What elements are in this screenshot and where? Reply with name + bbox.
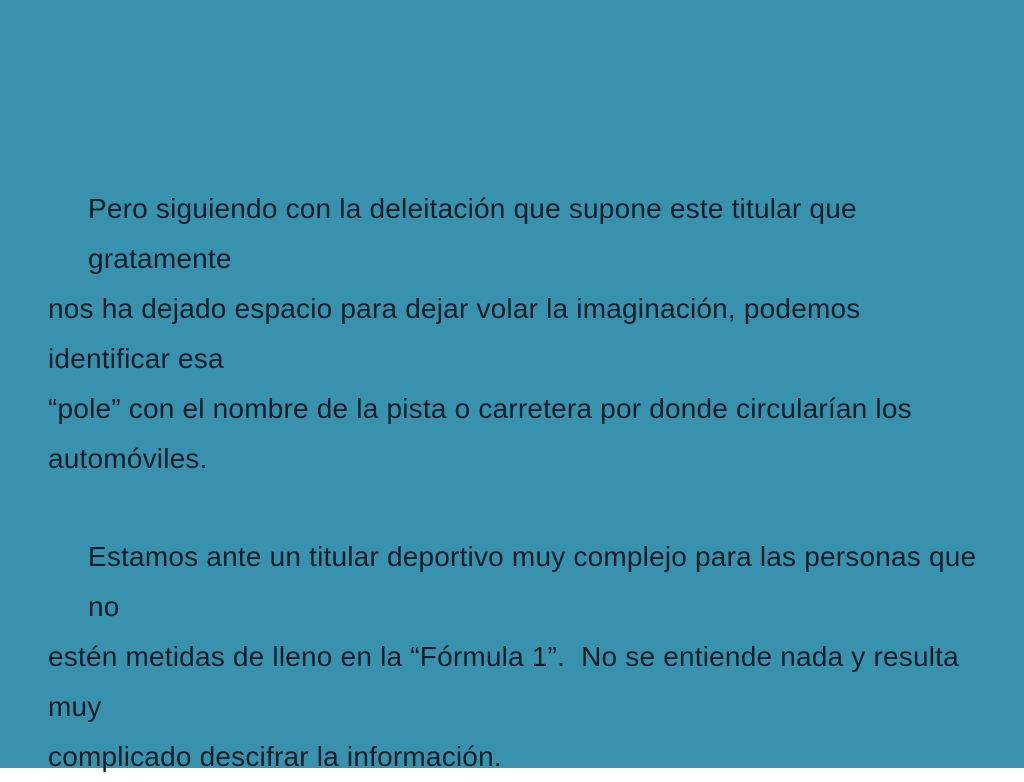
text-line: complicado descifrar la información. — [48, 741, 502, 772]
paragraph — [48, 532, 985, 782]
text-line: nos ha dejado espacio para dejar volar la imaginación, podemos identificar esa — [48, 293, 869, 374]
text-line: Pero siguiendo con la deleitación que supone este titular que gratamente — [88, 193, 873, 274]
text-line: Estamos ante un titular deportivo muy complejo para las personas que no — [88, 541, 985, 622]
slide-body-text — [48, 184, 985, 782]
text-line: “pole” con el nombre de la pista o carretera por donde circularían los — [48, 393, 912, 424]
text-line: automóviles. — [48, 443, 208, 474]
paragraph — [48, 184, 978, 484]
text-line: estén metidas de lleno en la “Fórmula 1”. No se entiende nada y resulta muy — [48, 641, 967, 722]
